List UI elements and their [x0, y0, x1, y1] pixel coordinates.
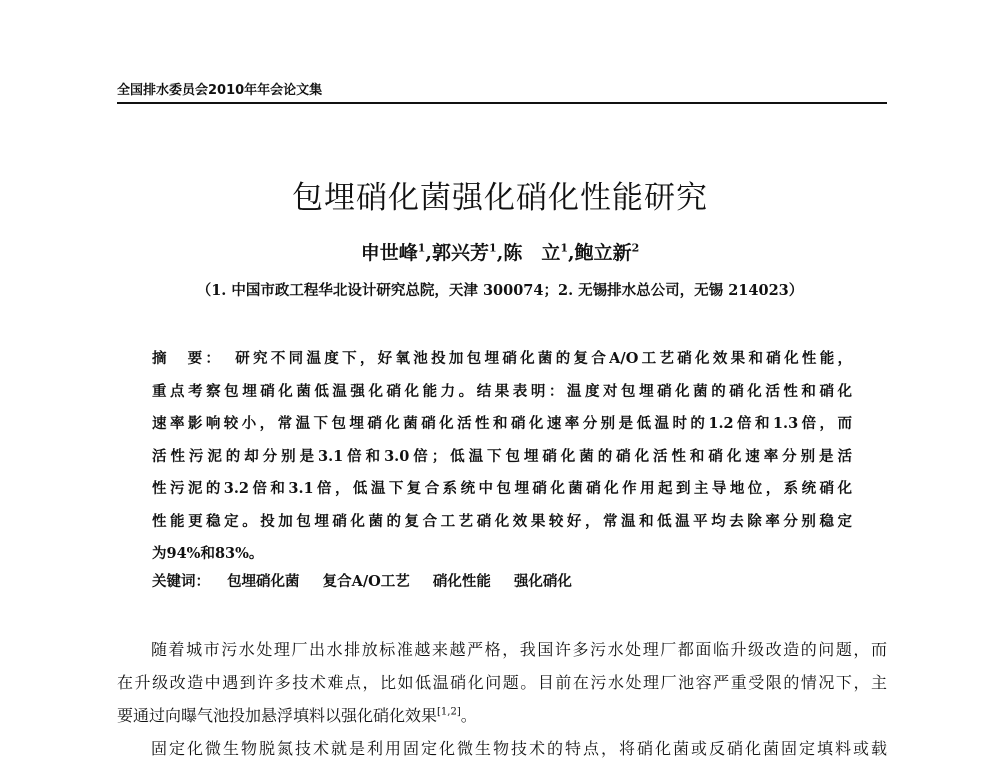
author-affiliation-mark: 1 [560, 241, 568, 255]
author-separator: , [567, 242, 575, 264]
author-affiliation-mark: 1 [489, 241, 497, 255]
keyword: 硝化性能 [432, 573, 491, 590]
author-separator: , [496, 242, 504, 264]
body-line-end: 。 [460, 706, 477, 725]
author-list [0, 238, 1000, 265]
header-rule [117, 102, 887, 104]
abstract-text: 研究不同温度下，好氧池投加包埋硝化菌的复合A/O工艺硝化效果和硝化性能， [235, 350, 852, 367]
author-affiliation-mark: 1 [417, 241, 426, 255]
body-line: 随着城市污水处理厂出水排放标准越来越严格，我国许多污水处理厂都面临升级改造的问题，而 [151, 640, 887, 659]
keyword: 包埋硝化菌 [227, 573, 300, 590]
keywords [152, 570, 852, 591]
abstract-line: 性污泥的3.2倍和3.1倍，低温下复合系统中包埋硝化菌硝化作用起到主导地位，系统硝化 [152, 480, 852, 497]
author-name: 陈 立 [503, 242, 561, 264]
author-name: 申世峰 [360, 242, 418, 264]
body-line [117, 699, 887, 732]
body-line: 固定化微生物脱氮技术就是利用固定化微生物技术的特点，将硝化菌或反硝化菌固定填料或载 [151, 739, 887, 758]
abstract-line: 重点考察包埋硝化菌低温强化硝化能力。结果表明：温度对包埋硝化菌的硝化活性和硝化 [152, 382, 852, 400]
abstract-line: 活性污泥的却分别是3.1倍和3.0倍；低温下包埋硝化菌的硝化活性和硝化速率分别是活 [152, 447, 852, 465]
abstract-line: 为94%和83%。 [152, 545, 264, 562]
abstract [152, 343, 852, 571]
author-name: 郭兴芳 [432, 242, 490, 264]
citation-mark: [1,2] [437, 706, 461, 718]
abstract-line: 性能更稳定。投加包埋硝化菌的复合工艺硝化效果较好，常温和低温平均去除率分别稳定 [152, 512, 852, 530]
body-text [117, 633, 887, 765]
keyword: 强化硝化 [513, 573, 572, 590]
author-affiliation-mark: 2 [631, 241, 640, 255]
keywords-label: 关键词： [152, 574, 210, 590]
affiliations: （1. 中国市政工程华北设计研究总院，天津 300074；2. 无锡排水总公司，无锡 214023） [196, 282, 804, 299]
keyword: 复合A/O工艺 [322, 573, 410, 590]
paper-title: 包埋硝化菌强化硝化性能研究 [292, 180, 708, 216]
abstract-line [152, 343, 852, 376]
author-separator: , [425, 242, 433, 264]
body-line-text: 要通过向曝气池投加悬浮填料以强化硝化效果 [117, 706, 438, 725]
author-name: 鲍立新 [574, 242, 632, 264]
running-header: 全国排水委员会2010年年会论文集 [117, 83, 323, 98]
abstract-label: 摘 要： [152, 351, 224, 367]
abstract-line: 速率影响较小，常温下包埋硝化菌硝化活性和硝化速率分别是低温时的1.2倍和1.3倍，而 [152, 415, 852, 432]
body-line: 在升级改造中遇到许多技术难点，比如低温硝化问题。目前在污水处理厂池容严重受限的情况下，主 [117, 673, 887, 692]
